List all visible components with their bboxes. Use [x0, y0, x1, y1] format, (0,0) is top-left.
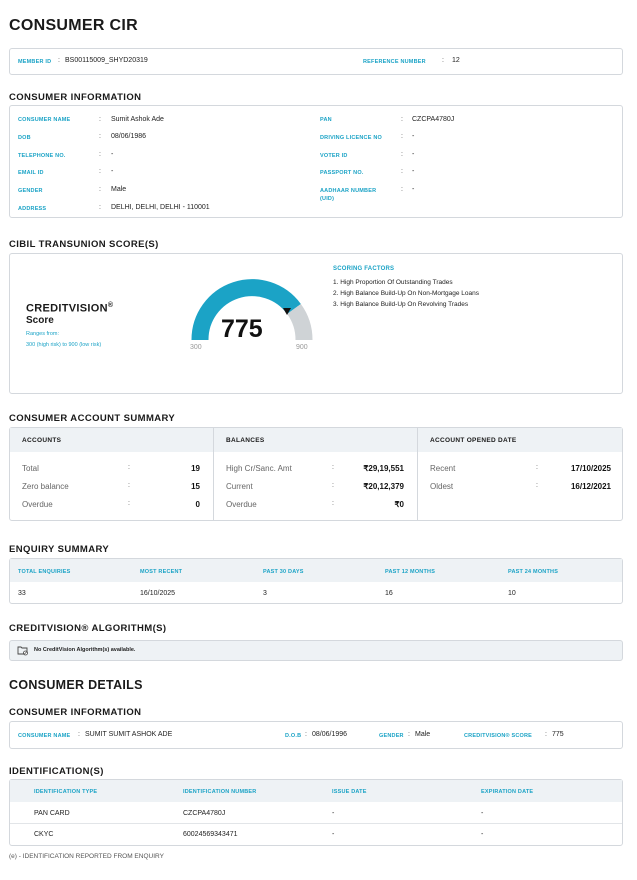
scoring-factor-1: 1. High Proportion Of Outstanding Trades: [333, 279, 453, 286]
balances-title: BALANCES: [226, 437, 265, 444]
id-head-number: IDENTIFICATION NUMBER: [183, 789, 257, 795]
balances-current-label: Current: [226, 482, 253, 491]
opened-recent-value: 17/10/2025: [570, 464, 611, 473]
telephone-label: TELEPHONE NO.: [18, 153, 66, 159]
details-dob-label: D.O.B: [285, 733, 302, 739]
details-dob-value: 08/06/1996: [312, 731, 348, 738]
details-name-value: SUMIT SUMIT ASHOK ADE: [85, 731, 173, 738]
details-gender-label: GENDER: [379, 733, 404, 739]
accounts-overdue-label: Overdue: [22, 500, 53, 509]
id-row2-number: 60024569343471: [183, 831, 238, 838]
scoring-factors-label: SCORING FACTORS: [333, 266, 395, 272]
opened-title: ACCOUNT OPENED DATE: [430, 437, 517, 444]
account-summary-heading: CONSUMER ACCOUNT SUMMARY: [9, 413, 176, 424]
pan-value: CZCPA4780J: [412, 116, 455, 123]
enquiry-heading: ENQUIRY SUMMARY: [9, 544, 110, 555]
opened-recent-label: Recent: [430, 464, 456, 473]
driving-licence-value: -: [412, 133, 415, 140]
consumer-details-heading: CONSUMER DETAILS: [9, 678, 143, 692]
balances-high-value: ₹29,19,551: [363, 464, 404, 473]
voter-id-label: VOTER ID: [320, 153, 348, 159]
accounts-total-value: 19: [191, 464, 200, 473]
id-row2-expiry: -: [481, 831, 484, 838]
reference-label: REFERENCE NUMBER: [363, 59, 426, 65]
balances-overdue-value: ₹0: [394, 500, 404, 509]
enq-head-recent: MOST RECENT: [140, 569, 183, 575]
enq-24m-value: 10: [508, 590, 516, 597]
score-box: [9, 253, 623, 394]
address-value: DELHI, DELHI, DELHI - 110001: [111, 204, 210, 211]
id-row1-number: CZCPA4780J: [183, 810, 226, 817]
member-id-value: BS00115009_SHYD20319: [65, 57, 148, 64]
id-row2-issue: -: [332, 831, 335, 838]
dob-value: 08/06/1986: [111, 133, 147, 140]
id-head-expiry: EXPIRATION DATE: [481, 789, 534, 795]
opened-oldest-value: 16/12/2021: [570, 482, 611, 491]
consumer-name-label: CONSUMER NAME: [18, 117, 71, 123]
gender-label: GENDER: [18, 188, 43, 194]
page-title: CONSUMER CIR: [9, 17, 138, 34]
driving-licence-label: DRIVING LICENCE NO: [320, 135, 382, 141]
consumer-info-box: [9, 105, 623, 218]
accounts-overdue-value: 0: [195, 500, 200, 509]
enq-head-30: PAST 30 DAYS: [263, 569, 304, 575]
score-sub: Score: [26, 315, 54, 326]
details-info-heading: CONSUMER INFORMATION: [9, 707, 142, 718]
enq-total-value: 33: [18, 590, 26, 597]
email-label: EMAIL ID: [18, 170, 44, 176]
address-label: ADDRESS: [18, 206, 47, 212]
details-gender-value: Male: [415, 731, 431, 738]
passport-value: -: [412, 168, 415, 175]
balances-high-label: High Cr/Sanc. Amt: [226, 464, 292, 473]
aadhaar-label-uid: (UID): [320, 196, 335, 202]
no-data-folder-icon: [17, 645, 29, 656]
voter-id-value: -: [412, 151, 415, 158]
id-head-issue: ISSUE DATE: [332, 789, 367, 795]
score-value: 775: [221, 315, 263, 343]
accounts-zero-label: Zero balance: [22, 482, 69, 491]
details-name-label: CONSUMER NAME: [18, 733, 71, 739]
gauge-empty-arc: [294, 309, 304, 340]
enq-head-total: TOTAL ENQUIRIES: [18, 569, 71, 575]
scoring-factor-2: 2. High Balance Build-Up On Non-Mortgage Loans: [333, 290, 479, 297]
accounts-title: ACCOUNTS: [22, 437, 62, 444]
telephone-value: -: [111, 151, 114, 158]
aadhaar-label: AADHAAR NUMBER: [320, 188, 377, 194]
gauge-min: 300: [190, 344, 202, 351]
algorithm-heading: CREDITVISION® ALGORITHM(S): [9, 623, 167, 634]
creditvision-brand: CREDITVISION®: [26, 302, 114, 315]
aadhaar-value: -: [412, 186, 415, 193]
enq-recent-value: 16/10/2025: [140, 590, 176, 597]
accounts-total-label: Total: [22, 464, 39, 473]
balances-overdue-label: Overdue: [226, 500, 257, 509]
enq-head-12m: PAST 12 MONTHS: [385, 569, 436, 575]
id-row1-issue: -: [332, 810, 335, 817]
balances-current-value: ₹20,12,379: [363, 482, 404, 491]
details-score-label: CREDITVISION® SCORE: [464, 733, 533, 739]
gauge-max: 900: [296, 344, 308, 351]
enq-head-24m: PAST 24 MONTHS: [508, 569, 559, 575]
identification-heading: IDENTIFICATION(S): [9, 766, 104, 777]
id-row2-type: CKYC: [34, 831, 54, 838]
pan-label: PAN: [320, 117, 332, 123]
passport-label: PASSPORT NO.: [320, 170, 364, 176]
consumer-info-heading: CONSUMER INFORMATION: [9, 92, 142, 103]
accounts-zero-value: 15: [191, 482, 200, 491]
ranges-label: Ranges from:: [26, 331, 60, 337]
ranges-text: 300 (high risk) to 900 (low risk): [26, 342, 102, 348]
details-score-value: 775: [552, 731, 564, 738]
reference-value: 12: [452, 57, 460, 64]
opened-oldest-label: Oldest: [430, 482, 454, 491]
gender-value: Male: [111, 186, 127, 193]
consumer-name-value: Sumit Ashok Ade: [111, 116, 164, 123]
enq-30-value: 3: [263, 590, 267, 597]
id-row1-expiry: -: [481, 810, 484, 817]
id-head-type: IDENTIFICATION TYPE: [34, 789, 98, 795]
email-value: -: [111, 168, 114, 175]
dob-label: DOB: [18, 135, 31, 141]
algorithm-message: No CreditVision Algorithm(s) available.: [34, 647, 136, 653]
identification-footnote: (e) - IDENTIFICATION REPORTED FROM ENQUIRY: [9, 853, 164, 860]
enq-12m-value: 16: [385, 590, 393, 597]
member-id-label: MEMBER ID: [18, 59, 52, 65]
id-row1-type: PAN CARD: [34, 810, 70, 817]
score-heading: CIBIL TRANSUNION SCORE(S): [9, 239, 159, 250]
scoring-factor-3: 3. High Balance Build-Up On Revolving Trades: [333, 301, 469, 308]
